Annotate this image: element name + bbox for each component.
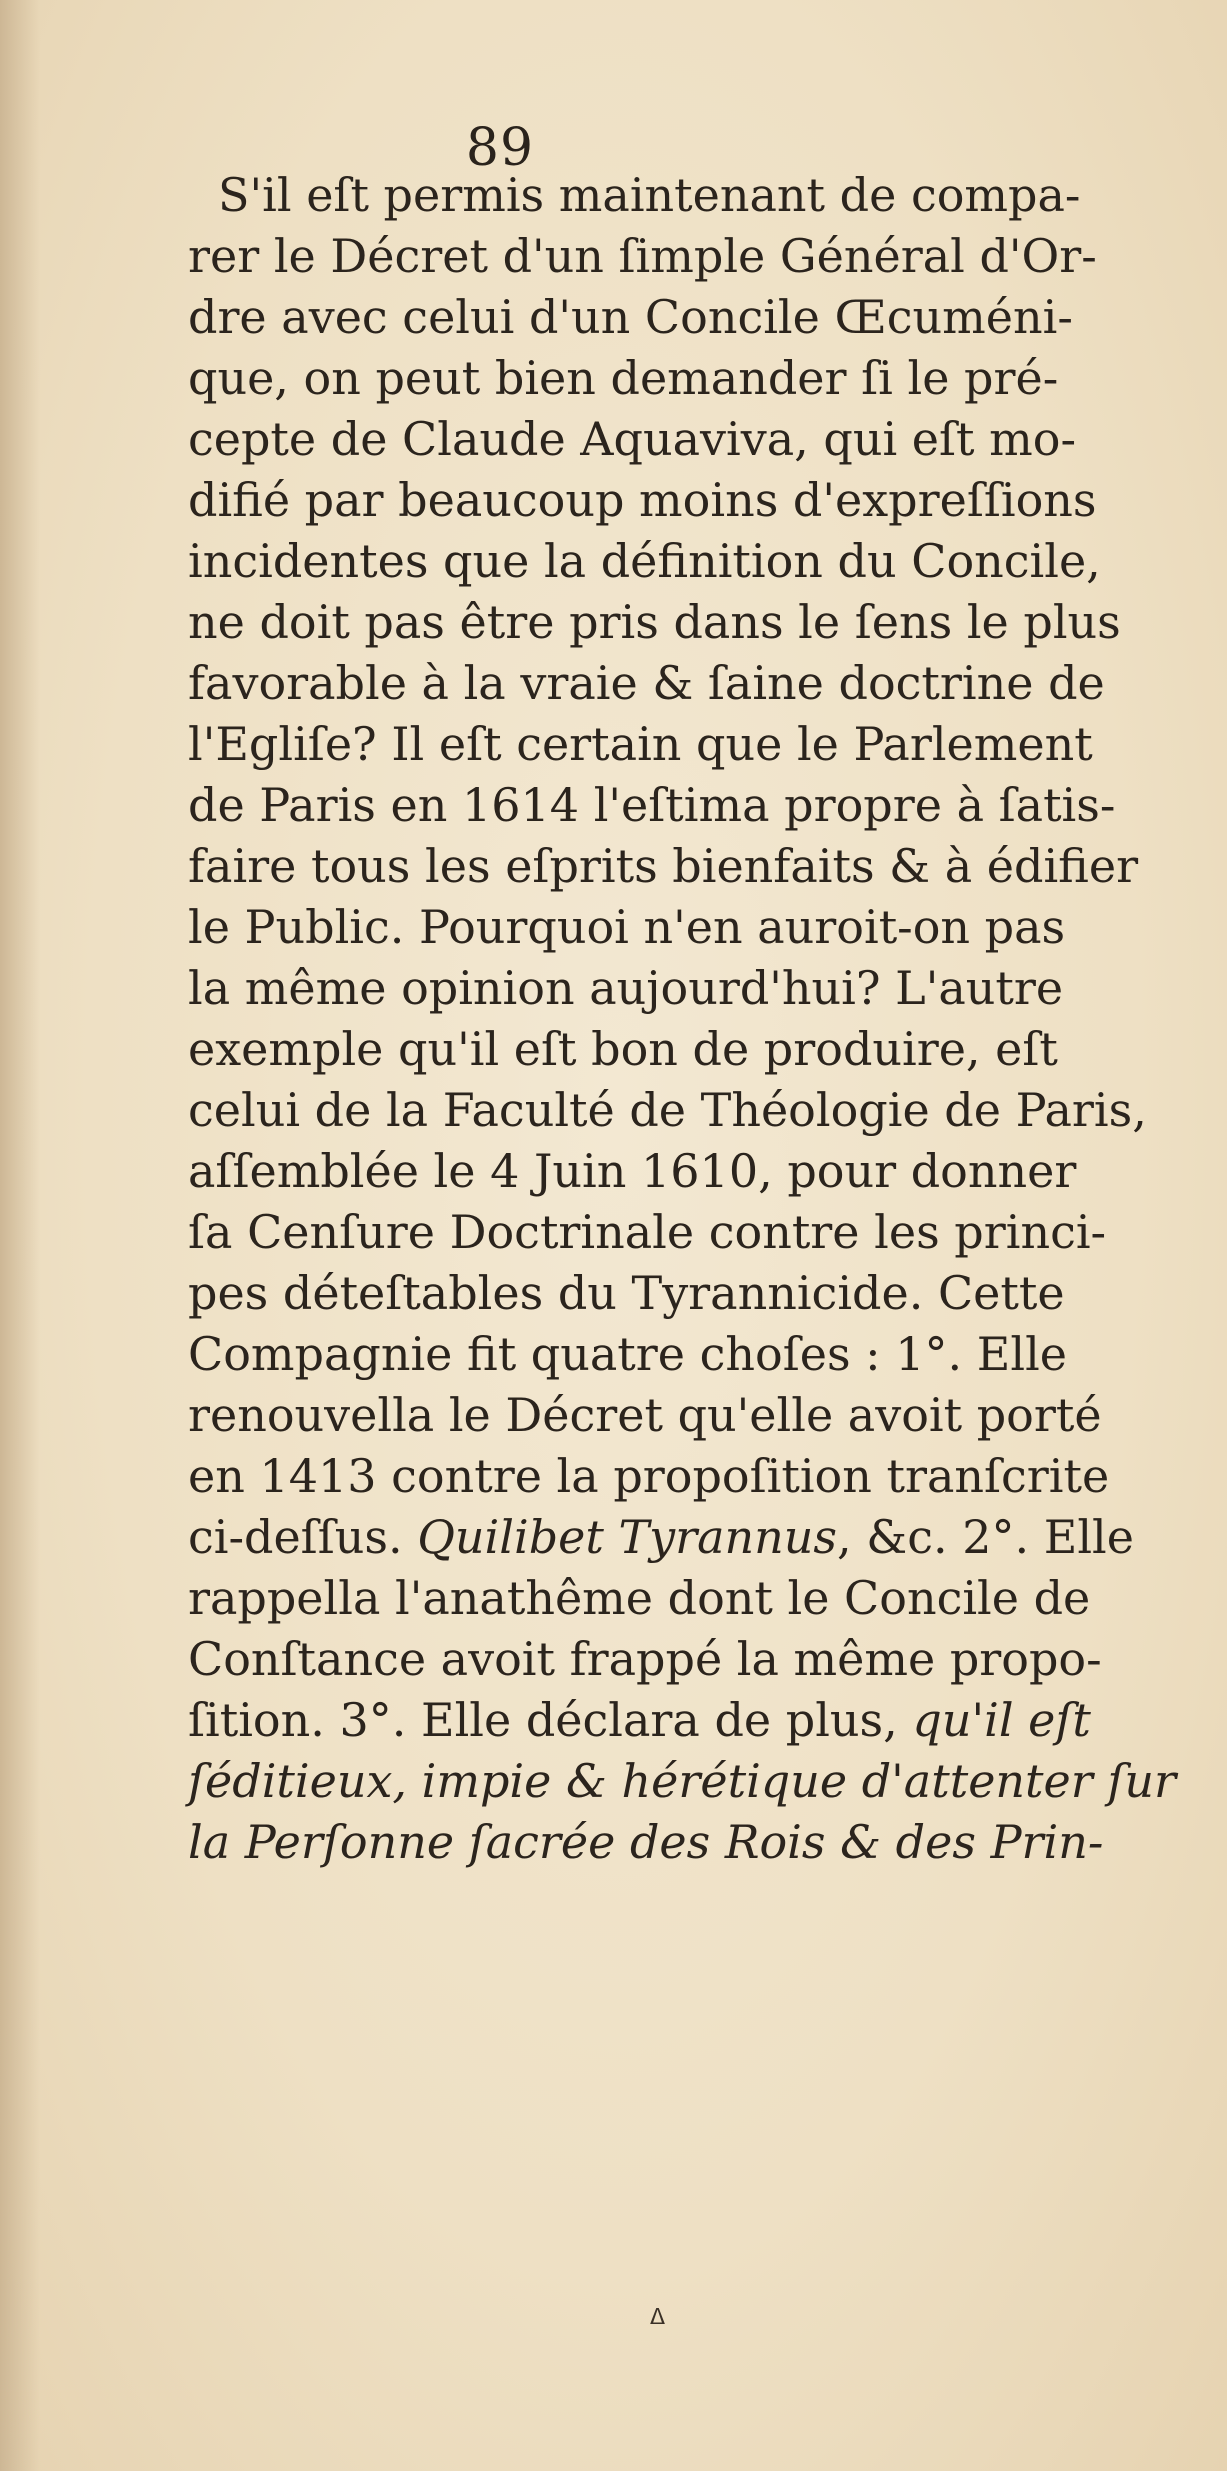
text-line <box>188 1202 1107 1263</box>
text-segment: de Paris en 1614 l'eſtima propre à ſatis- <box>188 778 1116 832</box>
text-segment: exemple qu'il eſt bon de produire, eſt <box>188 1022 1058 1076</box>
text-segment: ci-deſſus. <box>188 1510 418 1564</box>
text-line <box>188 409 1076 470</box>
text-line <box>188 836 1139 897</box>
page-gutter-shadow <box>0 0 40 2471</box>
text-segment: en 1413 contre la propoſition tranſcrite <box>188 1449 1110 1503</box>
text-segment: incidentes que la définition du Concile, <box>188 534 1101 588</box>
text-line <box>188 226 1097 287</box>
text-segment: rappella l'anathême dont le Concile de <box>188 1571 1091 1625</box>
text-line <box>188 1141 1077 1202</box>
text-line <box>188 653 1105 714</box>
text-segment: cepte de Claude Aquaviva, qui eſt mo- <box>188 412 1076 466</box>
text-segment: rer le Décret d'un ſimple Général d'Or- <box>188 229 1097 283</box>
text-segment: ſa Cenſure Doctrinale contre les princi- <box>188 1205 1107 1259</box>
text-line <box>188 1080 1147 1141</box>
body-text <box>188 165 1177 1873</box>
text-segment: dre avec celui d'un Concile Œcuméni- <box>188 290 1073 344</box>
text-line <box>188 592 1121 653</box>
text-line <box>188 897 1066 958</box>
text-segment: S'il eſt permis maintenant de compa- <box>218 168 1081 222</box>
text-line <box>188 470 1097 531</box>
text-line <box>188 1019 1058 1080</box>
text-line <box>188 531 1101 592</box>
text-segment: , &c. 2°. Elle <box>837 1510 1134 1564</box>
text-line <box>188 1812 1104 1873</box>
text-segment: faire tous les eſprits bienfaits & à édifier <box>188 839 1139 893</box>
signature-mark: ᐃ <box>650 2305 666 2330</box>
text-segment: le Public. Pourquoi n'en auroit-on pas <box>188 900 1066 954</box>
italic-text-segment: ſéditieux, impie & hérétique d'attenter ſur <box>188 1754 1177 1808</box>
text-line <box>188 1751 1177 1812</box>
text-line <box>188 1568 1091 1629</box>
text-segment: renouvella le Décret qu'elle avoit porté <box>188 1388 1102 1442</box>
text-segment: ſition. 3°. Elle déclara de plus, <box>188 1693 913 1747</box>
text-line <box>188 958 1064 1019</box>
italic-text-segment: qu'il eſt <box>912 1693 1091 1747</box>
text-line <box>188 1690 1091 1751</box>
text-line <box>188 1263 1065 1324</box>
text-line <box>188 1385 1102 1446</box>
text-line <box>188 1507 1134 1568</box>
text-line <box>188 714 1093 775</box>
text-segment: ne doit pas être pris dans le ſens le plus <box>188 595 1121 649</box>
text-line <box>188 1324 1068 1385</box>
text-segment: Compagnie fit quatre choſes : 1°. Elle <box>188 1327 1068 1381</box>
text-segment: Conſtance avoit frappé la même propo- <box>188 1632 1102 1686</box>
text-line <box>188 165 1081 226</box>
italic-text-segment: Quilibet Tyrannus <box>417 1510 838 1564</box>
italic-text-segment: la Perſonne ſacrée des Rois & des Prin- <box>188 1815 1104 1869</box>
text-segment: favorable à la vraie & ſaine doctrine de <box>188 656 1105 710</box>
text-segment: l'Egliſe? Il eſt certain que le Parlement <box>188 717 1093 771</box>
text-segment: la même opinion aujourd'hui? L'autre <box>188 961 1064 1015</box>
text-segment: difié par beaucoup moins d'expreſſions <box>188 473 1097 527</box>
text-line <box>188 1446 1110 1507</box>
text-line <box>188 1629 1102 1690</box>
text-line <box>188 775 1116 836</box>
page-number: 89 <box>465 118 535 178</box>
text-line <box>188 348 1059 409</box>
text-line <box>188 287 1073 348</box>
text-segment: pes déteſtables du Tyrannicide. Cette <box>188 1266 1065 1320</box>
text-segment: que, on peut bien demander ſi le pré- <box>188 351 1059 405</box>
text-segment: celui de la Faculté de Théologie de Paris, <box>188 1083 1147 1137</box>
text-segment: aſſemblée le 4 Juin 1610, pour donner <box>188 1144 1077 1198</box>
